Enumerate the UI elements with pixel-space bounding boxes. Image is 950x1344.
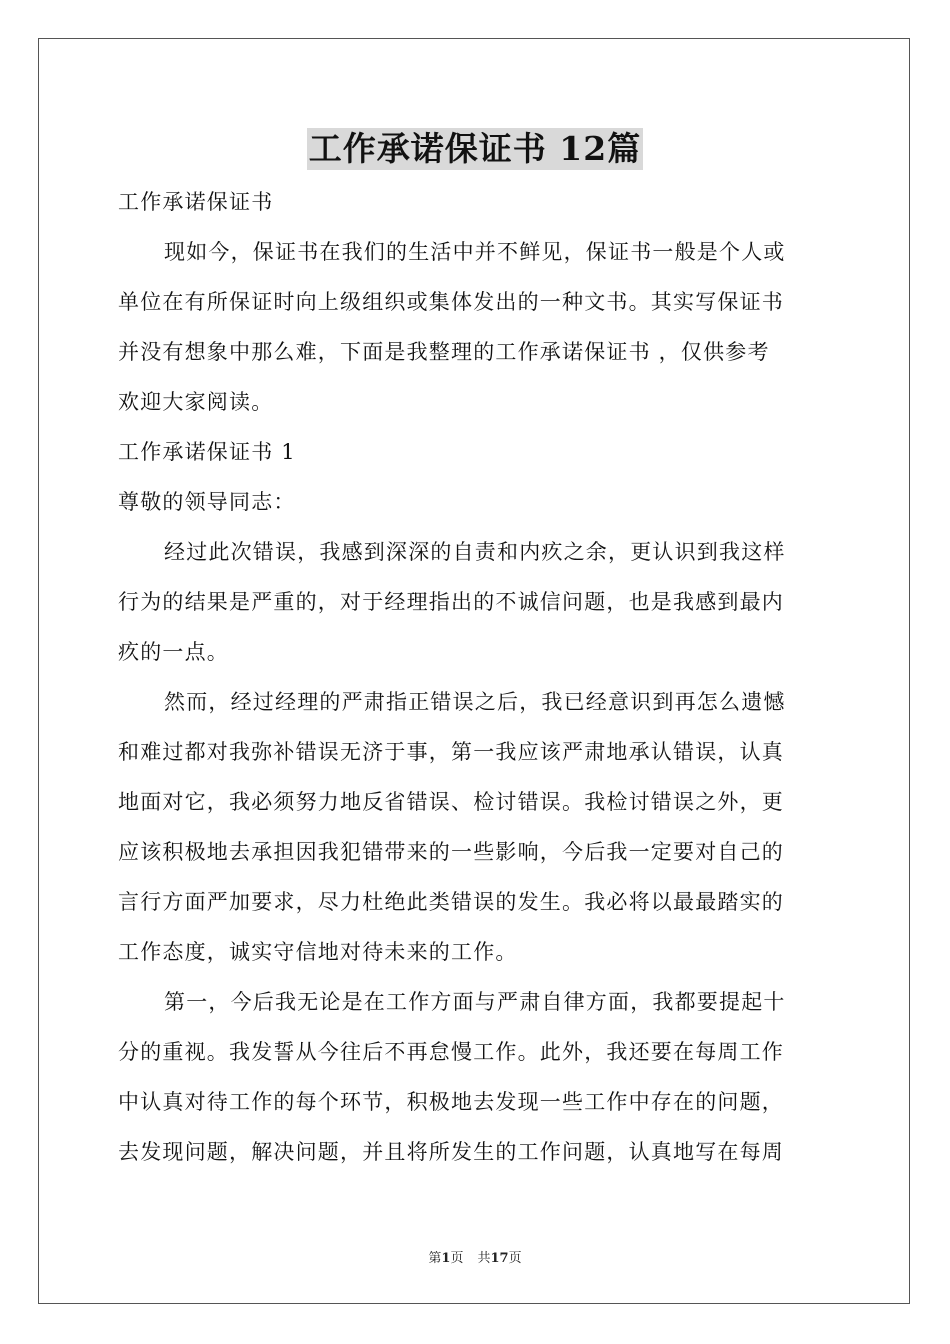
paragraph-line: 然而，经过经理的严肃指正错误之后，我已经意识到再怎么遗憾 <box>164 690 786 714</box>
paragraph-line: 欢迎大家阅读。 <box>118 390 274 414</box>
page-footer <box>0 1247 950 1266</box>
paragraph-line: 经过此次错误，我感到深深的自责和内疚之余，更认识到我这样 <box>164 540 786 564</box>
paragraph-line: 第一，今后我无论是在工作方面与严肃自律方面，我都要提起十 <box>164 990 786 1014</box>
paragraph-line: 言行方面严加要求，尽力杜绝此类错误的发生。我必将以最最踏实的 <box>118 890 784 914</box>
paragraph-line: 单位在有所保证时向上级组织或集体发出的一种文书。其实写保证书 <box>118 290 784 314</box>
page-number: 第1页 <box>428 1251 464 1266</box>
paragraph-line: 应该积极地去承担因我犯错带来的一些影响，今后我一定要对自己的 <box>118 840 784 864</box>
paragraph-line: 地面对它，我必须努力地反省错误、检讨错误。我检讨错误之外，更 <box>118 790 784 814</box>
page-total: 共17页 <box>477 1251 522 1266</box>
paragraph-line: 疚的一点。 <box>118 640 229 664</box>
section-heading: 工作承诺保证书 <box>118 190 274 214</box>
document-title: 工作承诺保证书 12篇 <box>308 129 642 168</box>
paragraph-line: 行为的结果是严重的，对于经理指出的不诚信问题，也是我感到最内 <box>118 590 784 614</box>
paragraph-line: 现如今，保证书在我们的生活中并不鲜见，保证书一般是个人或 <box>164 240 786 264</box>
section-heading: 工作承诺保证书 1 <box>118 440 296 464</box>
salutation: 尊敬的领导同志： <box>118 490 296 514</box>
paragraph-line: 中认真对待工作的每个环节，积极地去发现一些工作中存在的问题， <box>118 1090 784 1114</box>
paragraph-line: 工作态度，诚实守信地对待未来的工作。 <box>118 940 518 964</box>
title-container <box>0 128 950 170</box>
paragraph-line: 分的重视。我发誓从今往后不再怠慢工作。此外，我还要在每周工作 <box>118 1040 784 1064</box>
paragraph-line: 并没有想象中那么难，下面是我整理的工作承诺保证书 ，仅供参考 <box>118 340 770 364</box>
paragraph-line: 去发现问题，解决问题，并且将所发生的工作问题，认真地写在每周 <box>118 1140 784 1164</box>
paragraph-line: 和难过都对我弥补错误无济于事，第一我应该严肃地承认错误，认真 <box>118 740 784 764</box>
